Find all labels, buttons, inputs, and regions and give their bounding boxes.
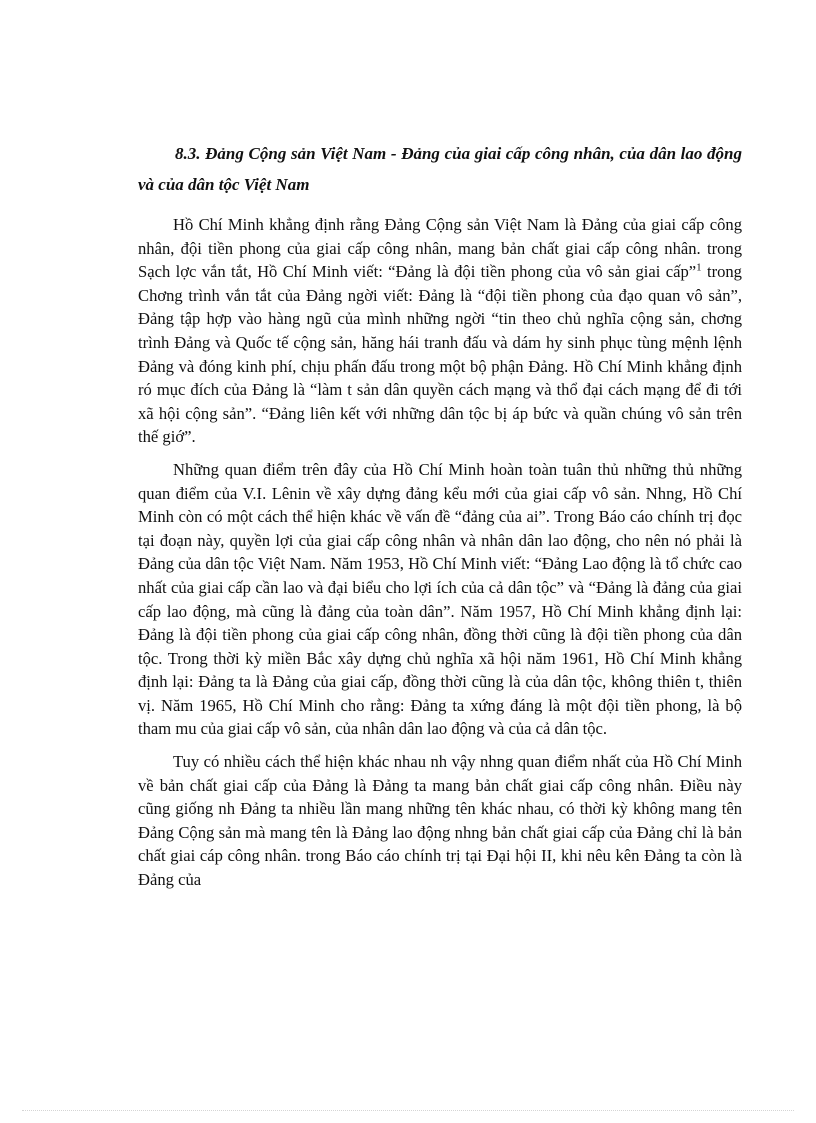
section-heading: 8.3. Đảng Cộng sản Việt Nam - Đảng của giai cấp công nhân, của dân lao động và của dân tộc Việt Nam bbox=[138, 144, 742, 194]
body-paragraph-1 bbox=[138, 213, 742, 449]
document-body bbox=[138, 138, 742, 1035]
body-paragraph-2: Những quan điểm trên đây của Hồ Chí Minh hoàn toàn tuân thủ những thủ những quan điểm của V.I. Lênin về xây dựng đảng kểu mới của giai cấp vô sản. Nhng, Hồ Chí Minh còn có một cách thể hiện khác về vấn đề “đảng của ai”. Trong Báo cáo chính trị đọc tại đoạn này, quyền lợi của giai cấp công nhân và nhân dân lao động, cho nên nó phải là Đảng của dân tộc Việt Nam. Năm 1953, Hồ Chí Minh viết: “Đảng Lao động là tổ chức cao nhất của giai cấp cần lao và đại biểu cho lợi ích của cả dân tộc” và “Đảng là đảng của giai cấp lao động, mà cũng là đảng của toàn dân”. Năm 1957, Hồ Chí Minh khẳng định lại: Đảng là đội tiền phong của giai cấp công nhân, đồng thời cũng là đội tiền phong của dân tộc. Trong thời kỳ miền Bắc xây dựng chủ nghĩa xã hội năm 1961, Hồ Chí Minh khẳng định lại: Đảng ta là Đảng của giai cấp, đồng thời cũng là của dân tộc, không thiên t, thiên vị. Năm 1965, Hồ Chí Minh cho rằng: Đảng ta xứng đáng là một đội tiền phong, là bộ tham mu của giai cấp vô sản, của nhân dân lao động và của cả dân tộc. bbox=[138, 459, 742, 739]
footnote-marker[interactable]: 1 bbox=[696, 261, 702, 274]
body-paragraph-3: Tuy có nhiều cách thể hiện khác nhau nh vậy nhng quan điểm nhất của Hồ Chí Minh về bản chất giai cấp của Đảng là Đảng ta mang bản chất giai cấp công nhân. Điều này cũng giống nh Đảng ta nhiều lần mang những tên khác nhau, có thời kỳ không mang tên Đảng Cộng sản mà mang tên là Đảng lao động nhng bản chất giai cấp của Đảng chỉ là bản chất giai cáp công nhân. trong Báo cáo chính trị tại Đại hội II, khi nêu kên Đảng ta còn là Đảng của bbox=[138, 752, 742, 890]
page-footer-divider bbox=[22, 1110, 794, 1111]
paragraph-1-continuation: trong Chơng trình vắn tắt của Đảng ngời viết: Đảng là “đội tiền phong của đạo quan vô sản”, Đảng tập hợp vào hàng ngũ của mình những ngời “tin theo chủ nghĩa cộng sản, chơng trình Đảng và Quốc tế cộng sản, hăng hái tranh đấu và dám hy sinh phục tùng mệnh lệnh Đảng và đóng kinh phí, chịu phấn đấu trong một bộ phận Đảng. Hồ Chí Minh khẳng định ró mục đích của Đảng là “làm t sản dân quyền cách mạng và thổ đại cách mạng để đi tới xã hội cộng sản”. “Đảng liên kết với những dân tộc bị áp bức và quần chúng vô sản trên thế giớ”. bbox=[138, 262, 742, 447]
paragraph-1-text: Hồ Chí Minh khẳng định rằng Đảng Cộng sản Việt Nam là Đảng của giai cấp công nhân, đội tiền phong của giai cấp công nhân, mang bản chất giai cấp công nhân. trong Sạch lợc vắn tắt, Hồ Chí Minh viết: “Đảng là đội tiền phong của vô sản giai cấp” bbox=[138, 215, 742, 282]
